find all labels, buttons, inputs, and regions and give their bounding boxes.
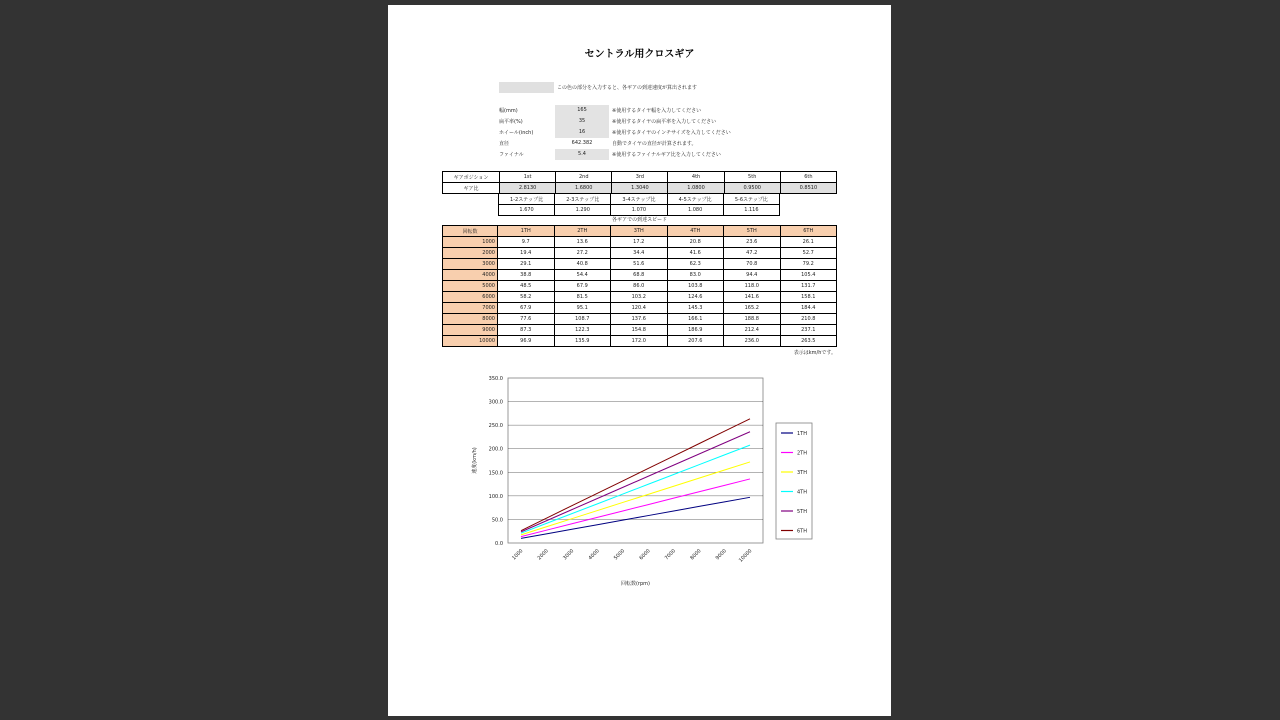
speed-cell: 62.3 — [667, 259, 724, 270]
param-note: 自動でタイヤの直径が計算されます。 — [612, 141, 697, 147]
speed-cell: 23.6 — [724, 237, 781, 248]
x-tick-label: 8000 — [689, 548, 703, 562]
speed-row — [443, 237, 837, 248]
step-value-cell: 1.070 — [611, 205, 667, 216]
speed-cell: 70.8 — [724, 259, 781, 270]
param-value-cell[interactable]: 165 — [555, 105, 609, 116]
speed-cell: 135.9 — [554, 336, 611, 347]
rpm-cell: 6000 — [443, 292, 498, 303]
speed-cell: 77.6 — [498, 314, 555, 325]
speed-header-cell: 回転数 — [443, 226, 498, 237]
x-tick-label: 6000 — [638, 548, 652, 562]
param-row — [499, 127, 731, 138]
speed-cell: 137.6 — [611, 314, 668, 325]
speed-cell: 263.5 — [780, 336, 837, 347]
speed-cell: 26.1 — [780, 237, 837, 248]
speed-cell: 237.1 — [780, 325, 837, 336]
y-tick-label: 200.0 — [488, 446, 503, 453]
gear-position-cell: 3rd — [612, 172, 668, 183]
speed-cell: 172.0 — [611, 336, 668, 347]
speed-cell: 210.8 — [780, 314, 837, 325]
rpm-cell: 9000 — [443, 325, 498, 336]
speed-cell: 145.3 — [667, 303, 724, 314]
gear-ratio-cell[interactable]: 0.8510 — [780, 183, 836, 194]
step-value-cell: 1.116 — [723, 205, 779, 216]
gear-position-cell: 2nd — [556, 172, 612, 183]
param-label: 扁平率(%) — [499, 119, 523, 125]
speed-header-cell: 2TH — [554, 226, 611, 237]
speed-cell: 40.8 — [554, 259, 611, 270]
gear-position-label: ギアポジション — [443, 172, 500, 183]
y-tick-label: 350.0 — [488, 376, 503, 382]
gear-ratio-label: ギア比 — [443, 183, 500, 194]
step-value-cell: 1.080 — [667, 205, 723, 216]
param-note: ※使用するタイヤの扁平率を入力してください — [612, 119, 717, 125]
step-value-row — [499, 205, 780, 216]
speed-row — [443, 336, 837, 347]
speed-cell: 118.0 — [724, 281, 781, 292]
y-tick-label: 50.0 — [491, 517, 503, 524]
instruction-text: この色の部分を入力すると、各ギアの到達速度が算出されます — [557, 85, 698, 91]
gear-ratio-cell[interactable]: 2.8130 — [500, 183, 556, 194]
speed-table-caption: 各ギアでの到達スピード — [612, 217, 667, 223]
speed-cell: 68.8 — [611, 270, 668, 281]
speed-header-cell: 1TH — [498, 226, 555, 237]
y-tick-label: 100.0 — [488, 493, 503, 500]
x-tick-label: 3000 — [562, 548, 576, 562]
speed-cell: 20.8 — [667, 237, 724, 248]
x-axis-label: 回転数(rpm) — [620, 581, 651, 587]
speed-table — [442, 225, 837, 347]
param-note: ※使用するタイヤのインチサイズを入力してください — [612, 130, 731, 136]
speed-cell: 212.4 — [724, 325, 781, 336]
step-label-cell: 5-6ステップ比 — [723, 194, 779, 205]
x-tick-label: 4000 — [587, 548, 601, 562]
gear-position-cell: 5th — [724, 172, 780, 183]
param-row — [499, 149, 731, 160]
speed-cell: 165.2 — [724, 303, 781, 314]
speed-cell: 154.8 — [611, 325, 668, 336]
speed-cell: 13.6 — [554, 237, 611, 248]
legend-label: 2TH — [797, 450, 807, 457]
param-value-cell: 642.382 — [571, 140, 593, 146]
y-tick-label: 300.0 — [488, 399, 503, 406]
speed-cell: 29.1 — [498, 259, 555, 270]
speed-cell: 87.3 — [498, 325, 555, 336]
legend-label: 5TH — [797, 509, 807, 515]
rpm-cell: 5000 — [443, 281, 498, 292]
rpm-cell: 8000 — [443, 314, 498, 325]
step-value-cell: 1.670 — [499, 205, 555, 216]
speed-cell: 67.9 — [498, 303, 555, 314]
param-value-cell[interactable]: 5.4 — [555, 149, 609, 160]
x-tick-label: 5000 — [612, 548, 627, 562]
legend-box — [776, 423, 812, 539]
param-label: 幅(mm) — [499, 108, 518, 114]
gear-position-row — [443, 172, 837, 183]
speed-cell: 122.3 — [554, 325, 611, 336]
speed-cell: 79.2 — [780, 259, 837, 270]
step-label-row — [499, 194, 780, 205]
gear-position-cell: 6th — [780, 172, 836, 183]
rpm-cell: 4000 — [443, 270, 498, 281]
speed-row — [443, 259, 837, 270]
legend-label: 3TH — [797, 470, 807, 476]
speed-row — [443, 314, 837, 325]
step-label-cell: 1-2ステップ比 — [499, 194, 555, 205]
y-tick-label: 250.0 — [488, 423, 503, 430]
speed-cell: 188.8 — [724, 314, 781, 325]
speed-cell: 41.6 — [667, 248, 724, 259]
step-value-cell: 1.290 — [555, 205, 611, 216]
speed-cell: 166.1 — [667, 314, 724, 325]
speed-cell: 141.6 — [724, 292, 781, 303]
speed-cell: 108.7 — [554, 314, 611, 325]
input-color-note — [499, 82, 697, 93]
speed-cell: 103.2 — [611, 292, 668, 303]
speed-cell: 47.2 — [724, 248, 781, 259]
speed-cell: 54.4 — [554, 270, 611, 281]
speed-cell: 186.9 — [667, 325, 724, 336]
speed-cell: 105.4 — [780, 270, 837, 281]
speed-row — [443, 248, 837, 259]
speed-cell: 52.7 — [780, 248, 837, 259]
speed-header-cell: 3TH — [611, 226, 668, 237]
rpm-cell: 2000 — [443, 248, 498, 259]
speed-cell: 51.6 — [611, 259, 668, 270]
gear-ratio-cell[interactable]: 0.9500 — [724, 183, 780, 194]
y-tick-label: 150.0 — [488, 470, 503, 477]
spreadsheet-page — [388, 5, 891, 716]
rpm-cell: 7000 — [443, 303, 498, 314]
speed-header-row — [443, 226, 837, 237]
tire-parameters — [499, 105, 731, 160]
gear-ratio-cell[interactable]: 1.6800 — [556, 183, 612, 194]
step-ratio-table — [498, 193, 780, 216]
speed-cell: 120.4 — [611, 303, 668, 314]
speed-header-cell: 6TH — [780, 226, 837, 237]
param-label: ホイール(inch) — [499, 130, 534, 136]
param-row — [499, 105, 731, 116]
speed-chart-svg — [458, 365, 828, 590]
unit-note: 表示はkm/hです。 — [793, 350, 836, 356]
legend-label: 1TH — [797, 431, 807, 437]
gear-position-cell: 1st — [500, 172, 556, 183]
param-note: ※使用するタイヤ幅を入力してください — [612, 108, 702, 114]
gear-ratio-table — [442, 171, 837, 194]
speed-cell: 83.0 — [667, 270, 724, 281]
speed-cell: 9.7 — [498, 237, 555, 248]
param-row — [499, 116, 731, 127]
step-label-cell: 2-3ステップ比 — [555, 194, 611, 205]
speed-cell: 34.4 — [611, 248, 668, 259]
speed-cell: 103.8 — [667, 281, 724, 292]
step-label-cell: 4-5ステップ比 — [667, 194, 723, 205]
param-label: 直径 — [499, 141, 510, 147]
gear-ratio-row — [443, 183, 837, 194]
speed-cell: 207.6 — [667, 336, 724, 347]
speed-cell: 95.1 — [554, 303, 611, 314]
y-axis-label: 速度(km/h) — [472, 447, 478, 474]
rpm-cell: 1000 — [443, 237, 498, 248]
gear-ratio-cell[interactable]: 1.3040 — [612, 183, 668, 194]
speed-cell: 67.9 — [554, 281, 611, 292]
speed-cell: 38.8 — [498, 270, 555, 281]
speed-row — [443, 281, 837, 292]
speed-cell: 96.9 — [498, 336, 555, 347]
input-color-swatch — [499, 82, 554, 93]
param-label: ファイナル — [499, 152, 524, 158]
speed-cell: 124.6 — [667, 292, 724, 303]
speed-cell: 19.4 — [498, 248, 555, 259]
speed-cell: 81.5 — [554, 292, 611, 303]
speed-row — [443, 270, 837, 281]
speed-row — [443, 292, 837, 303]
speed-cell: 86.0 — [611, 281, 668, 292]
gear-ratio-cell[interactable]: 1.0800 — [668, 183, 724, 194]
speed-cell: 17.2 — [611, 237, 668, 248]
step-label-cell: 3-4ステップ比 — [611, 194, 667, 205]
x-tick-label: 2000 — [536, 548, 550, 562]
rpm-cell: 10000 — [443, 336, 498, 347]
speed-cell: 94.4 — [724, 270, 781, 281]
x-tick-label: 10000 — [737, 548, 754, 564]
speed-header-cell: 5TH — [724, 226, 781, 237]
speed-chart — [458, 365, 828, 594]
legend-label: 6TH — [797, 528, 807, 535]
speed-row — [443, 303, 837, 314]
x-tick-label: 1000 — [511, 548, 525, 562]
param-value-cell[interactable]: 16 — [555, 127, 609, 138]
param-note: ※使用するファイナルギア比を入力してください — [612, 152, 721, 158]
legend-label: 4TH — [797, 489, 807, 496]
speed-cell: 131.7 — [780, 281, 837, 292]
param-row — [499, 138, 731, 149]
speed-cell: 48.5 — [498, 281, 555, 292]
gear-position-cell: 4th — [668, 172, 724, 183]
speed-cell: 58.2 — [498, 292, 555, 303]
y-tick-label: 0.0 — [495, 541, 503, 547]
speed-cell: 27.2 — [554, 248, 611, 259]
speed-cell: 158.1 — [780, 292, 837, 303]
param-value-cell[interactable]: 35 — [555, 116, 609, 127]
speed-header-cell: 4TH — [667, 226, 724, 237]
speed-row — [443, 325, 837, 336]
page-title: セントラル用クロスギア — [584, 49, 695, 60]
x-tick-label: 9000 — [714, 548, 728, 562]
x-tick-label: 7000 — [663, 548, 678, 562]
rpm-cell: 3000 — [443, 259, 498, 270]
speed-cell: 184.4 — [780, 303, 837, 314]
speed-cell: 236.0 — [724, 336, 781, 347]
